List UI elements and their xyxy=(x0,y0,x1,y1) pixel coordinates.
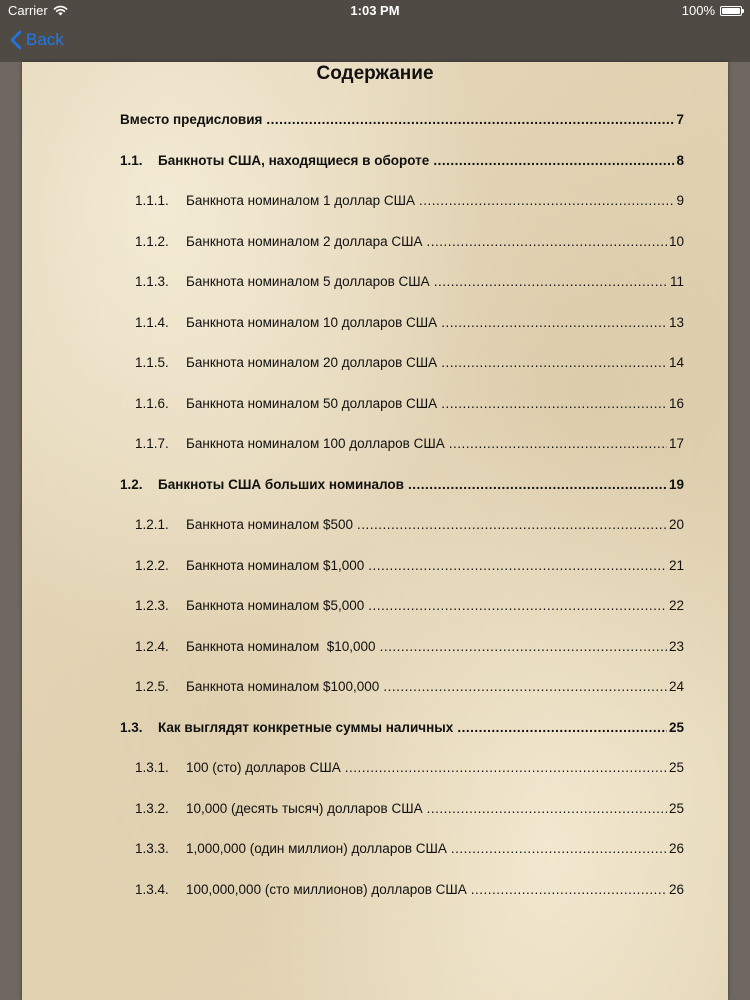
toc-entry-page-number: 24 xyxy=(668,679,684,694)
clock: 1:03 PM xyxy=(350,3,400,18)
toc-entry-title: Банкнота номиналом 2 доллара США xyxy=(186,233,423,249)
toc-entry-title: Банкнота номиналом 100 долларов США xyxy=(186,436,445,451)
toc-entry[interactable] xyxy=(120,436,684,477)
toc-dot-leader xyxy=(457,720,667,735)
toc-entry[interactable] xyxy=(120,477,684,518)
toc-dot-leader xyxy=(441,315,667,330)
toc-entry[interactable] xyxy=(120,355,684,396)
battery-icon xyxy=(720,6,742,16)
toc-entry-number: 1.1.2. xyxy=(135,233,169,249)
toc-entry-page-number: 23 xyxy=(668,638,684,654)
toc-entry-page-number: 10 xyxy=(668,233,684,249)
toc-entry-number: 1.1.3. xyxy=(135,274,169,289)
toc-entry-page-number: 25 xyxy=(668,760,684,775)
toc-entry-number: 1.1.5. xyxy=(135,355,169,370)
toc-dot-leader xyxy=(427,234,667,249)
toc-entry[interactable] xyxy=(120,153,684,194)
toc-entry[interactable] xyxy=(120,639,684,680)
toc-entry-title: Банкнота номиналом 10 долларов США xyxy=(186,314,438,330)
toc-entry-page-number: 25 xyxy=(668,800,684,816)
toc-dot-leader xyxy=(380,639,667,654)
toc-entry-number: 1.1.4. xyxy=(135,314,169,330)
navigation-bar xyxy=(0,22,750,62)
toc-entry-page-number: 14 xyxy=(668,355,684,370)
toc-entry-page-number: 8 xyxy=(676,152,684,168)
toc-dot-leader xyxy=(441,396,667,411)
toc-entry[interactable] xyxy=(120,801,684,842)
toc-entry-number: 1.2.3. xyxy=(135,598,169,613)
toc-entry-title: 10,000 (десять тысяч) долларов США xyxy=(186,800,423,816)
toc-entry-title: Банкноты США, находящиеся в обороте xyxy=(158,152,430,168)
toc-entry-page-number: 17 xyxy=(668,436,684,451)
toc-entry[interactable] xyxy=(120,112,684,153)
toc-entry-title: Банкнота номиналом 50 долларов США xyxy=(186,395,438,411)
toc-entry-number: 1.1.7. xyxy=(135,436,169,451)
toc-entry-title: Банкнота номиналом $100,000 xyxy=(186,679,380,694)
toc-dot-leader xyxy=(368,598,667,613)
toc-entry[interactable] xyxy=(120,517,684,558)
toc-entry-title: Банкнота номиналом $1,000 xyxy=(186,557,365,573)
toc-list xyxy=(120,112,684,922)
toc-entry-number: 1.3.3. xyxy=(135,841,169,856)
toc-dot-leader xyxy=(357,517,667,532)
toc-entry-title: 100,000,000 (сто миллионов) долларов США xyxy=(186,881,467,897)
toc-dot-leader xyxy=(345,760,667,775)
back-button[interactable] xyxy=(10,30,64,50)
toc-entry[interactable] xyxy=(120,841,684,882)
toc-entry-page-number: 25 xyxy=(668,719,684,735)
toc-entry-page-number: 22 xyxy=(668,598,684,613)
toc-entry-title: Банкнота номиналом $10,000 xyxy=(186,638,376,654)
toc-dot-leader xyxy=(408,477,667,492)
toc-entry[interactable] xyxy=(120,396,684,437)
toc-dot-leader xyxy=(383,679,667,694)
toc-entry-page-number: 26 xyxy=(668,881,684,897)
toc-entry-number: 1.3.4. xyxy=(135,881,169,897)
toc-entry[interactable] xyxy=(120,882,684,923)
toc-entry[interactable] xyxy=(120,679,684,720)
toc-entry[interactable] xyxy=(120,558,684,599)
toc-entry-title: Банкнота номиналом 20 долларов США xyxy=(186,355,438,370)
toc-entry-page-number: 16 xyxy=(668,395,684,411)
toc-entry-title: Вместо предисловия xyxy=(120,112,263,127)
toc-entry-title: Банкнота номиналом 5 долларов США xyxy=(186,274,430,289)
toc-dot-leader xyxy=(449,436,667,451)
toc-dot-leader xyxy=(433,153,674,168)
toc-entry-title: 100 (сто) долларов США xyxy=(186,760,341,775)
back-label: Back xyxy=(26,30,64,49)
toc-entry-number: 1.1. xyxy=(120,152,143,168)
document-page[interactable] xyxy=(22,62,728,1000)
toc-entry-title: Как выглядят конкретные суммы наличных xyxy=(158,719,454,735)
toc-entry[interactable] xyxy=(120,315,684,356)
toc-entry-number: 1.1.1. xyxy=(135,193,169,208)
toc-entry-number: 1.2.5. xyxy=(135,679,169,694)
toc-entry[interactable] xyxy=(120,598,684,639)
toc-dot-leader xyxy=(471,882,667,897)
toc-entry-page-number: 11 xyxy=(669,274,684,289)
toc-entry-title: Банкнота номиналом $5,000 xyxy=(186,598,365,613)
toc-entry[interactable] xyxy=(120,274,684,315)
toc-entry-title: Банкноты США больших номиналов xyxy=(158,476,404,492)
toc-entry-number: 1.2. xyxy=(120,476,143,492)
toc-dot-leader xyxy=(427,801,667,816)
chevron-left-icon xyxy=(10,30,22,50)
toc-entry-number: 1.2.4. xyxy=(135,638,169,654)
toc-entry-number: 1.2.1. xyxy=(135,517,169,532)
toc-entry-title: Банкнота номиналом $500 xyxy=(186,517,354,532)
toc-entry-page-number: 19 xyxy=(668,476,684,492)
toc-entry-number: 1.3.1. xyxy=(135,760,169,775)
toc-dot-leader xyxy=(451,841,667,856)
toc-entry-page-number: 7 xyxy=(676,112,684,127)
status-bar xyxy=(0,0,750,22)
toc-entry-number: 1.1.6. xyxy=(135,395,169,411)
toc-entry-page-number: 13 xyxy=(668,314,684,330)
toc-entry[interactable] xyxy=(120,234,684,275)
toc-entry-number: 1.2.2. xyxy=(135,557,169,573)
toc-entry-title: Банкнота номиналом 1 доллар США xyxy=(186,193,415,208)
toc-dot-leader xyxy=(434,274,668,289)
toc-entry-page-number: 21 xyxy=(668,557,684,573)
toc-entry-page-number: 26 xyxy=(668,841,684,856)
toc-entry[interactable] xyxy=(120,720,684,761)
battery-indicator xyxy=(682,3,742,18)
battery-percent: 100% xyxy=(681,3,715,18)
toc-entry-number: 1.3. xyxy=(120,719,143,735)
toc-dot-leader xyxy=(368,558,667,573)
page-title: Содержание xyxy=(316,63,434,84)
toc-entry-page-number: 9 xyxy=(676,193,684,208)
toc-entry-page-number: 20 xyxy=(668,517,684,532)
toc-dot-leader xyxy=(441,355,667,370)
toc-entry[interactable] xyxy=(120,760,684,801)
toc-entry-title: 1,000,000 (один миллион) долларов США xyxy=(186,841,447,856)
toc-dot-leader xyxy=(266,112,674,127)
toc-dot-leader xyxy=(419,193,674,208)
toc-entry[interactable] xyxy=(120,193,684,234)
carrier-label: Carrier xyxy=(8,3,48,18)
toc-entry-number: 1.3.2. xyxy=(135,800,169,816)
